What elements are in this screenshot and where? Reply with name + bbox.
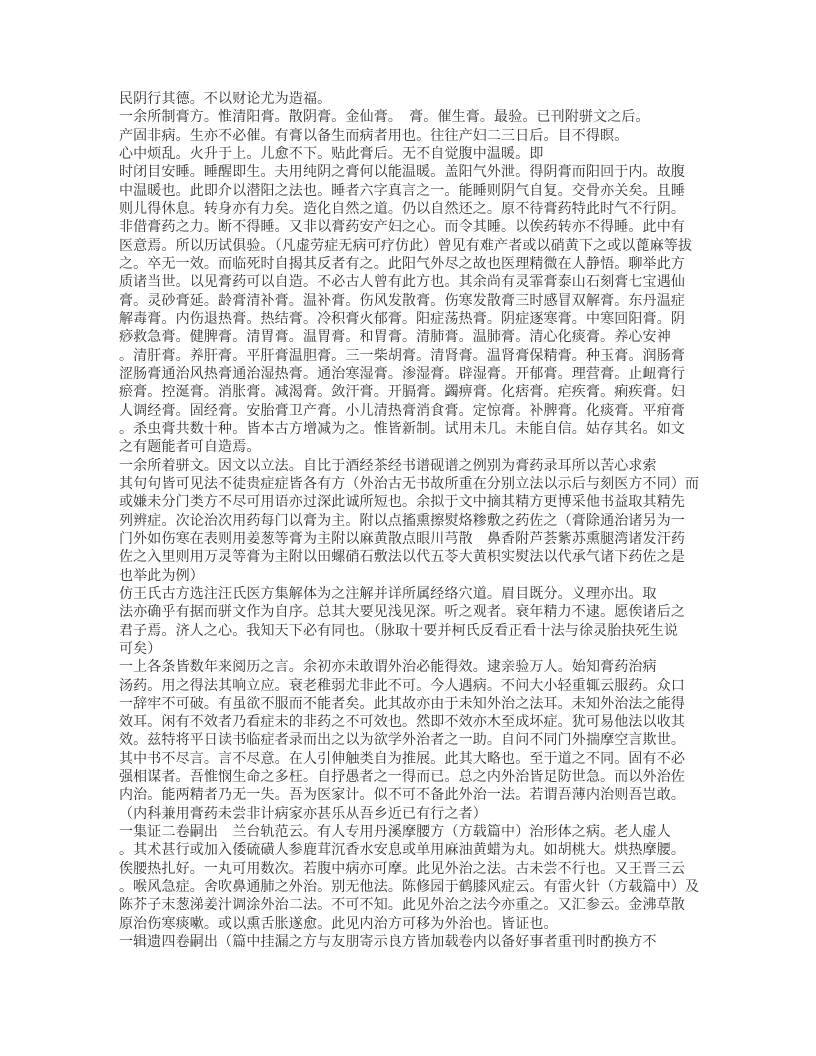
text-line: 痧救急膏。健脾膏。清胃膏。温胃膏。和胃膏。清肺膏。温肺膏。清心化痰膏。养心安神 [119,330,671,346]
text-line: 一集证二卷嗣出 兰台轨范云。有人专用丹溪摩腰方（方载篇中）治形体之病。老人虚人 [119,825,671,841]
text-line: 膏。灵砂膏延。龄膏清补膏。温补膏。伤风发散膏。伤寒发散膏三时感冒双解膏。东丹温症 [119,293,685,309]
text-line: 内治。能两精者乃无一失。吾为医家计。似不可不备此外治一法。若谓吾薄内治则吾岂敢。 [119,788,685,804]
text-line: 医意焉。所以历试俱验。（凡虚劳症无病可疗仿此）曾见有难产者或以硝黄下之或以蓖麻等拔 [119,238,693,254]
text-line: 人调经膏。固经膏。安胎膏卫产膏。小儿清热膏消食膏。定惊膏。补脾膏。化痰膏。平疳膏 [119,403,685,419]
text-line: 之。卒无一效。而临死时自揭其反者有之。此阳气外尽之故也医理精微在人静悟。聊举此方 [119,256,685,272]
text-line: 其句句皆可见法不徒贵症症皆各有方（外治古无书故所重在分别立法以示后与刻医方不同）而 [119,476,700,492]
text-line: 一余所着骈文。因文以立法。自比于酒经茶经书谱砚谱之例别为膏药录耳所以苦心求索 [119,458,657,474]
text-line: 俟腰热扎好。一丸可用数次。若腹中病亦可摩。此见外治之法。古未尝不行也。又王晋三云 [119,861,685,877]
text-line: 一上各条皆数年来阅历之言。余初亦未敢谓外治必能得效。逮亲验万人。始知膏药治病 [119,660,657,676]
text-line: 也举此为例） [119,568,204,584]
text-line: 君子焉。济人之心。我知天下必有同也。（脉取十要并柯氏反看正看十法与徐灵胎抉死生说 [119,623,678,639]
text-line: 。其术甚行或加入倭硫磺人参鹿茸沉香水安息或单用麻油黄蜡为丸。如胡桃大。烘热摩腰。 [119,843,685,859]
text-line: 汤药。用之得法其响立应。衰老稚弱尤非此不可。今人遇病。不问大小轻重辄云服药。众口 [119,678,685,694]
text-line: 瘀膏。控涎膏。消胀膏。减渴膏。敛汗膏。开膈膏。蠲痹膏。化痞膏。疟疾膏。痢疾膏。妇 [119,385,685,401]
text-line: 之有题能者可自造焉。 [119,440,261,456]
text-line: 一余所制膏方。惟清阳膏。散阴膏。金仙膏。 膏。催生膏。最验。已刊附骈文之后。 [119,110,650,126]
text-line: 。喉风急症。舍吹鼻通肺之外治。别无他法。陈修园于鹤膝风症云。有雷火针（方载篇中）及 [119,880,700,896]
text-line: 中温暖也。此即介以潜阳之法也。睡者六字真言之一。能睡则阴气自复。交骨亦关矣。且睡 [119,183,685,199]
text-line: 门外如伤寒在表则用姜葱等膏为主附以麻黄散点眼川芎散 鼻香附芦荟紫苏熏腿湾诸发汗药 [119,531,685,547]
text-line: 效。兹特将平日读书临症者录而出之以为欲学外治者之一助。自问不同门外揣摩空言欺世。 [119,733,685,749]
text-line: 强相谋者。吾惟悯生命之多枉。自抒愚者之一得而已。总之内外治皆足防世急。而以外治佐 [119,770,685,786]
text-line: 涩肠膏通治风热膏通治湿热膏。通治寒湿膏。渗湿膏。辟湿膏。开郁膏。理营膏。止衄膏行 [119,366,685,382]
text-line: 一辞牢不可破。有虽欲不服而不能者矣。此其故亦由于未知外治之法耳。未知外治法之能得 [119,696,685,712]
text-line: 质诸当世。以见膏药可以自造。不必古人曾有此方也。其余尚有灵霏膏泰山石刻膏七宝遇仙 [119,275,685,291]
text-line: 可矣） [119,641,162,657]
text-line: （内科兼用膏药未尝非计病家亦甚乐从吾乡近已有行之者） [119,806,487,822]
text-line: 。清肝膏。养肝膏。平肝膏温胆膏。三一柴胡膏。清肾膏。温肾膏保精膏。种玉膏。润肠膏 [119,348,685,364]
text-line: 心中烦乱。火升于上。儿愈不下。贴此膏后。无不自觉腹中温暖。即 [119,146,544,162]
text-line: 产固非病。生亦不必催。有膏以备生而病者用也。往往产妇二三日后。目不得瞑。 [119,128,629,144]
text-line: 或嫌未分门类方不尽可用语亦过深此诚所短也。余拟于文中摘其精方更博采他书益取其精先 [119,495,685,511]
text-line: 其中书不尽言。言不尽意。在人引伸触类自为推展。此其大略也。至于道之不同。固有不必 [119,751,685,767]
text-line: 民阴行其德。不以财论尤为造福。 [119,92,332,107]
text-line: 原治伤寒痰嗽。或以熏舌胀遂愈。此见内治方可移为外治也。皆证也。 [119,916,558,932]
text-line: 非借膏药之力。断不得睡。又非以膏药安产妇之心。而令其睡。以俟药转亦不得睡。此中有 [119,220,685,236]
text-line: 时闭目安睡。睡醒即生。夫用纯阴之膏何以能温暖。盖阳气外泄。得阴膏而阳回于内。故腹 [119,165,685,181]
text-line: 仿王氏古方选注汪氏医方集解体为之注解并详所属经络穴道。眉目既分。义理亦出。取 [119,586,657,602]
text-line: 解毒膏。内伤退热膏。热结膏。冷积膏火郁膏。阳症荡热膏。阴症逐寒膏。中寒回阳膏。阴 [119,311,685,327]
text-line: 。杀虫膏共数十种。皆本古方增减为之。惟皆新制。试用未几。未能自信。姑存其名。如文 [119,421,685,437]
text-line: 佐之入里则用万灵等膏为主附以田螺硝石敷法以代五苓大黄枳实熨法以代承气诸下药佐之是 [119,550,685,566]
text-line: 法亦确乎有据而骈文作为自序。总其大要见浅见深。听之观者。衰年精力不逮。愿俟诸后之 [119,605,685,621]
text-line: 陈芥子末葱涕姜汁调涂外治二法。不可不知。此见外治之法今亦重之。又汇参云。金沸草散 [119,898,685,914]
text-line: 一辑遗四卷嗣出（篇中挂漏之方与友朋寄示良方皆加载卷内以备好事者重刊时酌换方不 [119,935,657,951]
text-line: 则儿得休息。转身亦有力矣。造化自然之道。仍以自然还之。原不待膏药特此时气不行阴。 [119,201,685,217]
text-block [119,91,759,952]
text-line: 效耳。闲有不效者乃看症未的非药之不可效也。然即不效亦木至成坏症。犹可易他法以收其 [119,715,685,731]
text-line: 列辨症。次论治次用药每门以膏为主。附以点搐熏擦熨烙糁敷之药佐之（膏除通治诸另为一 [119,513,685,529]
